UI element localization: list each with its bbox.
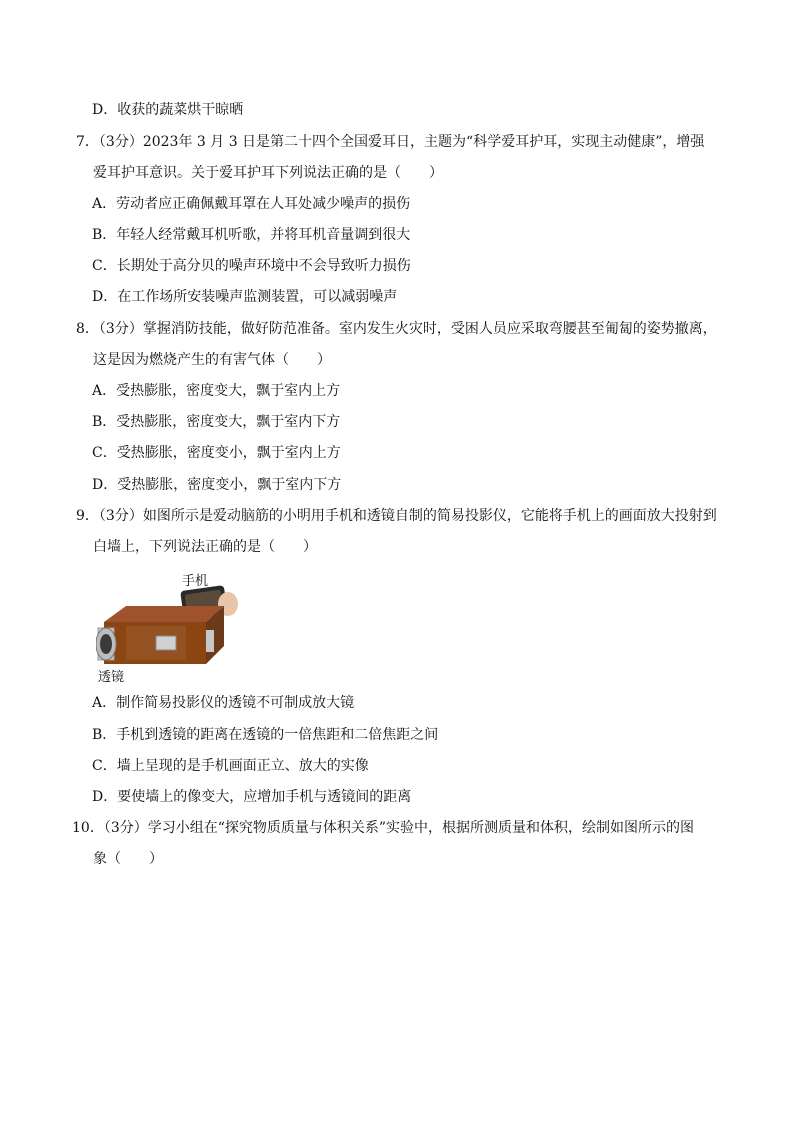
q9-stem-line1: 9．（3分）如图所示是爱动脑筋的小明用手机和透镜自制的简易投影仪，它能将手机上的画面放大投射到 [76,508,717,524]
q8-stem-line2: 这是因为燃烧产生的有害气体（ ） [93,352,331,368]
q9-option-d: D．要使墙上的像变大，应增加手机与透镜间的距离 [92,789,412,805]
q7-option-c: C．长期处于高分贝的噪声环境中不会导致听力损伤 [92,258,411,274]
q7-option-b: B．年轻人经常戴耳机听歌，并将耳机音量调到很大 [92,227,411,243]
q7-stem-line2: 爱耳护耳意识。关于爱耳护耳下列说法正确的是（ ） [93,165,443,181]
figure-label-lens: 透镜 [98,670,125,685]
q7-option-a: A．劳动者应正确佩戴耳罩在人耳处减少噪声的损伤 [92,196,411,212]
q8-option-c: C．受热膨胀，密度变小，飘于室内上方 [92,445,341,461]
q7-stem-line1: 7．（3分）2023年 3 月 3 日是第二十四个全国爱耳日，主题为“科学爱耳护耳，实现主动健康”，增强 [76,134,705,150]
q9-option-a: A．制作简易投影仪的透镜不可制成放大镜 [92,695,355,711]
q8-option-a: A．受热膨胀，密度变大，飘于室内上方 [92,383,341,399]
q10-stem-line2: 象（ ） [93,851,163,867]
q9-option-b: B．手机到透镜的距离在透镜的一倍焦距和二倍焦距之间 [92,727,439,743]
q9-option-c: C．墙上呈现的是手机画面正立、放大的实像 [92,758,369,774]
q10-stem-line1: 10．（3分）学习小组在“探究物质质量与体积关系”实验中，根据所测质量和体积，绘制如图所示的图 [72,820,695,836]
q8-option-b: B．受热膨胀，密度变大，飘于室内下方 [92,414,341,430]
q8-stem-line1: 8．（3分）掌握消防技能，做好防范准备。室内发生火灾时，受困人员应采取弯腰甚至匍匐的姿势撤离， [76,321,717,337]
q7-option-d: D．在工作场所安装噪声监测装置，可以减弱噪声 [92,289,398,305]
q9-stem-line2: 白墙上，下列说法正确的是（ ） [93,539,317,555]
q8-option-d: D．受热膨胀，密度变小，飘于室内下方 [92,477,342,493]
q6-option-d: D．收获的蔬菜烘干晾晒 [92,102,244,118]
figure-label-phone: 手机 [182,574,209,589]
projector-figure [96,568,246,686]
